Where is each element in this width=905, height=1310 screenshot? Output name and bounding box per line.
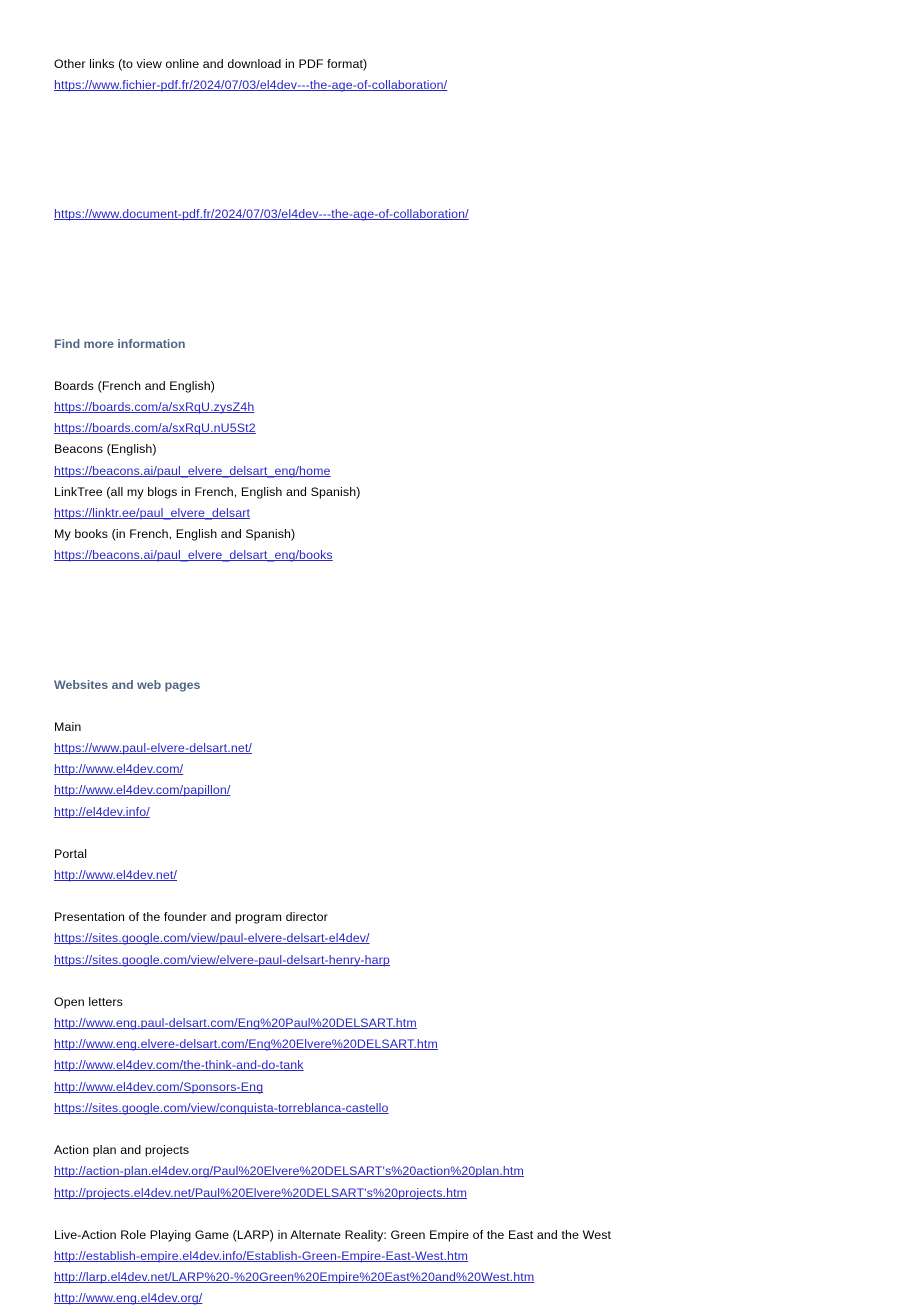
spacer [54,886,851,907]
link-action-plan[interactable]: http://action-plan.el4dev.org/Paul%20Elvere%20DELSART's%20action%20plan.htm [54,1164,524,1179]
spacer [54,823,851,844]
spacer [54,971,851,992]
spacer [54,226,851,334]
link-paul-elvere-delsart-net[interactable]: https://www.paul-elvere-delsart.net/ [54,741,252,756]
link-beacons-home[interactable]: https://beacons.ai/paul_elvere_delsart_eng/home [54,463,331,478]
link-think-and-do-tank[interactable]: http://www.el4dev.com/the-think-and-do-tank [54,1058,304,1073]
group-label-beacons: Beacons (English) [54,442,157,457]
group-larp [54,1225,851,1310]
link-fichier-pdf[interactable]: https://www.fichier-pdf.fr/2024/07/03/el4dev---the-age-of-collaboration/ [54,78,448,93]
group-my-books [54,524,851,566]
link-eng-paul-delsart[interactable]: http://www.eng.paul-delsart.com/Eng%20Paul%20DELSART.htm [54,1016,417,1031]
heading-websites-and-web-pages: Websites and web pages [54,677,201,692]
link-projects[interactable]: http://projects.el4dev.net/Paul%20Elvere%20DELSART's%20projects.htm [54,1185,468,1200]
spacer [54,1204,851,1225]
section-other-links [54,54,851,226]
group-label-open-letters: Open letters [54,994,123,1009]
link-el4dev-com-papillon[interactable]: http://www.el4dev.com/papillon/ [54,783,231,798]
link-boards-nu5st2[interactable]: https://boards.com/a/sxRqU.nU5St2 [54,421,256,436]
group-portal [54,844,851,886]
spacer [54,355,851,376]
link-larp-el4dev-net[interactable]: http://larp.el4dev.net/LARP%20-%20Green%20Empire%20East%20and%20West.htm [54,1270,535,1285]
link-document-pdf[interactable]: https://www.document-pdf.fr/2024/07/03/el4dev---the-age-of-collaboration/ [54,207,469,222]
section-find-more-information [54,334,851,567]
link-linktree[interactable]: https://linktr.ee/paul_elvere_delsart [54,506,251,521]
group-label-presentation: Presentation of the founder and program director [54,910,328,925]
link-beacons-books[interactable]: https://beacons.ai/paul_elvere_delsart_eng/books [54,548,333,563]
group-label-my-books: My books (in French, English and Spanish) [54,527,296,542]
group-label-larp: Live-Action Role Playing Game (LARP) in Alternate Reality: Green Empire of the East and the West [54,1227,612,1242]
link-conquista-torreblanca-castello[interactable]: https://sites.google.com/view/conquista-torreblanca-castello [54,1100,389,1115]
link-el4dev-com[interactable]: http://www.el4dev.com/ [54,762,184,777]
section-websites-and-web-pages [54,675,851,1310]
spacer [54,696,851,717]
group-label-action-plan-and-projects: Action plan and projects [54,1143,190,1158]
group-beacons [54,439,851,481]
spacer [54,96,851,204]
group-label-boards: Boards (French and English) [54,378,216,393]
group-label-portal: Portal [54,846,88,861]
link-boards-zysz4h[interactable]: https://boards.com/a/sxRqU.zysZ4h [54,400,255,415]
group-label-main: Main [54,719,82,734]
group-open-letters [54,992,851,1119]
link-el4dev-net[interactable]: http://www.el4dev.net/ [54,868,178,883]
link-eng-el4dev-org[interactable]: http://www.eng.el4dev.org/ [54,1291,203,1306]
link-sites-google-elvere-paul-delsart-henry-harp[interactable]: https://sites.google.com/view/elvere-paul-delsart-henry-harp [54,952,390,967]
group-linktree [54,482,851,524]
other-links-intro: Other links (to view online and download in PDF format) [54,57,368,71]
group-main [54,717,851,823]
link-sponsors-eng[interactable]: http://www.el4dev.com/Sponsors-Eng [54,1079,264,1094]
spacer [54,1119,851,1140]
link-el4dev-info[interactable]: http://el4dev.info/ [54,804,150,819]
spacer [54,567,851,675]
group-label-linktree: LinkTree (all my blogs in French, English and Spanish) [54,484,361,499]
group-boards [54,376,851,440]
group-action-plan-and-projects [54,1140,851,1204]
link-eng-elvere-delsart[interactable]: http://www.eng.elvere-delsart.com/Eng%20Elvere%20DELSART.htm [54,1037,438,1052]
link-establish-empire[interactable]: http://establish-empire.el4dev.info/Establish-Green-Empire-East-West.htm [54,1248,469,1263]
link-sites-google-paul-elvere-delsart-el4dev[interactable]: https://sites.google.com/view/paul-elvere-delsart-el4dev/ [54,931,370,946]
group-presentation [54,907,851,971]
heading-find-more-information: Find more information [54,336,186,351]
